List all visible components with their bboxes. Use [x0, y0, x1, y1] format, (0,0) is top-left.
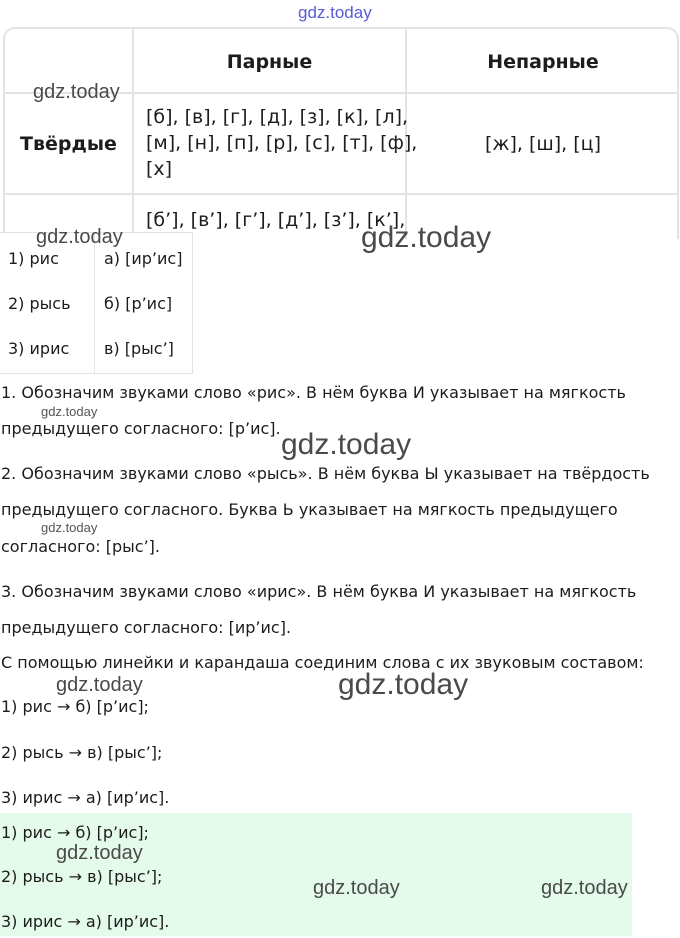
watermark: gdz.today	[41, 520, 98, 535]
match-word: 2) рысь	[8, 294, 71, 313]
match-line: 1) рис → б) [р’ис];	[1, 697, 149, 716]
explanation-line: предыдущего согласного: [р’ис].	[1, 419, 281, 438]
matching-table	[0, 232, 193, 374]
watermark: gdz.today	[56, 842, 143, 864]
answer-line: 3) ирис → а) [ир’ис].	[1, 912, 170, 931]
watermark-top: gdz.today	[298, 3, 372, 22]
consonant-table	[3, 27, 679, 239]
match-word: 3) ирис	[8, 339, 70, 358]
answer-line: 1) рис → б) [р’ис];	[1, 823, 149, 842]
watermark: gdz.today	[313, 877, 400, 899]
header-paired: Парные	[226, 51, 313, 73]
table-divider	[5, 193, 677, 195]
match-word: 1) рис	[8, 249, 59, 268]
explanation-line: согласного: [рыс’].	[1, 537, 160, 556]
header-unpaired: Непарные	[487, 51, 599, 73]
explanation-line: предыдущего согласного: [ир’ис].	[1, 618, 292, 637]
hard-paired-line: [х]	[146, 158, 173, 180]
explanation-line: предыдущего согласного. Буква Ь указывает на мягкость предыдущего	[1, 500, 618, 519]
answer-line: 2) рысь → в) [рыс’];	[1, 867, 163, 886]
table-divider	[94, 233, 95, 373]
match-sound: в) [рыс’]	[104, 339, 174, 358]
watermark: gdz.today	[541, 877, 628, 899]
hard-unpaired-value: [ж], [ш], [ц]	[484, 132, 602, 155]
soft-paired-partial: [б’], [в’], [г’], [д’], [з’], [к’],	[146, 209, 406, 231]
watermark: gdz.today	[33, 81, 120, 103]
match-sound: а) [ир’ис]	[104, 249, 183, 268]
match-line: 2) рысь → в) [рыс’];	[1, 743, 163, 762]
summary-line: С помощью линейки и карандаша соединим слова с их звуковым составом:	[1, 653, 644, 672]
match-line: 3) ирис → а) [ир’ис].	[1, 788, 170, 807]
hard-paired-line: [м], [н], [п], [р], [с], [т], [ф],	[146, 132, 418, 154]
explanation-line: 1. Обозначим звуками слово «рис». В нём буква И указывает на мягкость	[1, 383, 626, 402]
watermark: gdz.today	[56, 674, 143, 696]
watermark: gdz.today	[36, 226, 123, 248]
match-sound: б) [р’ис]	[104, 294, 173, 313]
watermark: gdz.today	[361, 221, 492, 254]
explanation-line: 2. Обозначим звуками слово «рысь». В нём буква Ы указывает на твёрдость	[1, 464, 650, 483]
watermark: gdz.today	[41, 404, 98, 419]
watermark: gdz.today	[338, 668, 469, 701]
row-label-hard: Твёрдые	[20, 132, 117, 155]
watermark: gdz.today	[281, 428, 412, 461]
explanation-line: 3. Обозначим звуками слово «ирис». В нём буква И указывает на мягкость	[1, 582, 637, 601]
hard-paired-line: [б], [в], [г], [д], [з], [к], [л],	[146, 106, 409, 128]
